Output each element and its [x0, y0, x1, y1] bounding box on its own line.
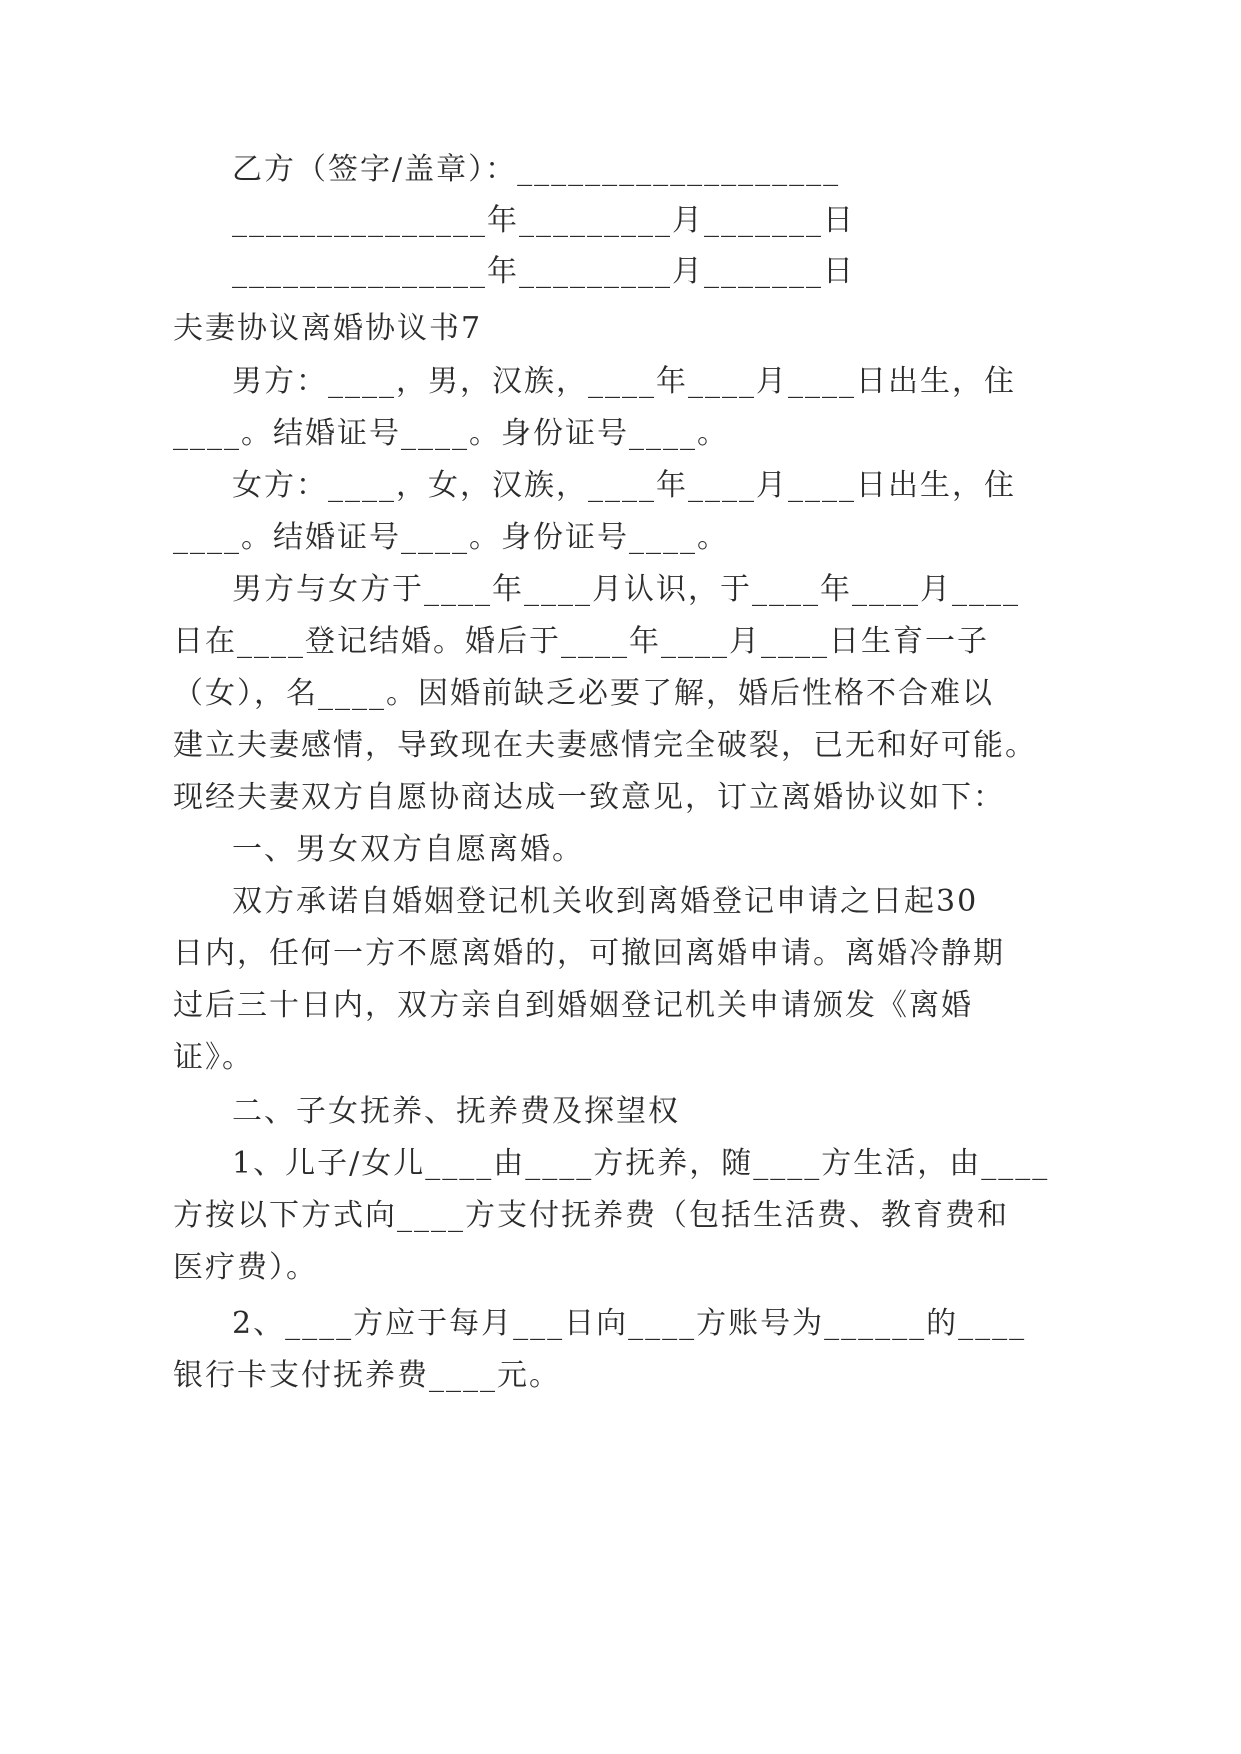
signature-date-line: _______________年_________月_______日: [232, 254, 855, 289]
background-paragraph: 男方与女方于____年____月认识，于____年____月____: [232, 572, 1020, 607]
clause-1-heading: 一、男女双方自愿离婚。: [232, 832, 584, 867]
background-paragraph: 日在____登记结婚。婚后于____年____月____日生育一子: [173, 624, 989, 659]
clause-1-text: 日内，任何一方不愿离婚的，可撤回离婚申请。离婚冷静期: [173, 936, 1005, 971]
clause-2-item-1: 方按以下方式向____方支付抚养费（包括生活费、教育费和: [173, 1198, 1009, 1233]
clause-1-text: 双方承诺自婚姻登记机关收到离婚登记申请之日起30: [232, 884, 979, 919]
background-paragraph: 现经夫妻双方自愿协商达成一致意见，订立离婚协议如下：: [173, 780, 1005, 815]
female-party-info: 女方：____，女，汉族，____年____月____日出生，住: [232, 468, 1016, 503]
clause-1-text: 过后三十日内，双方亲自到婚姻登记机关申请颁发《离婚: [173, 988, 973, 1023]
clause-2-heading: 二、子女抚养、抚养费及探望权: [232, 1094, 680, 1129]
clause-2-item-2: 银行卡支付抚养费____元。: [173, 1358, 561, 1393]
female-party-info: ____。结婚证号____。身份证号____。: [173, 520, 729, 555]
clause-2-item-1: 医疗费）。: [173, 1250, 318, 1285]
clause-1-text: 证》。: [173, 1040, 254, 1075]
male-party-info: ____。结婚证号____。身份证号____。: [173, 416, 729, 451]
background-paragraph: （女），名____。因婚前缺乏必要了解，婚后性格不合难以: [173, 676, 994, 711]
signature-date-line: _______________年_________月_______日: [232, 203, 855, 238]
clause-2-item-2: 2、____方应于每月___日向____方账号为______的____: [232, 1306, 1027, 1341]
background-paragraph: 建立夫妻感情，导致现在夫妻感情完全破裂，已无和好可能。: [173, 728, 1037, 763]
section-title: 夫妻协议离婚协议书7: [173, 311, 483, 346]
clause-2-item-1: 1、儿子/女儿____由____方抚养，随____方生活，由____: [232, 1146, 1050, 1181]
party-b-signature-line: 乙方（签字/盖章）：___________________: [232, 152, 841, 187]
male-party-info: 男方：____，男，汉族，____年____月____日出生，住: [232, 364, 1016, 399]
